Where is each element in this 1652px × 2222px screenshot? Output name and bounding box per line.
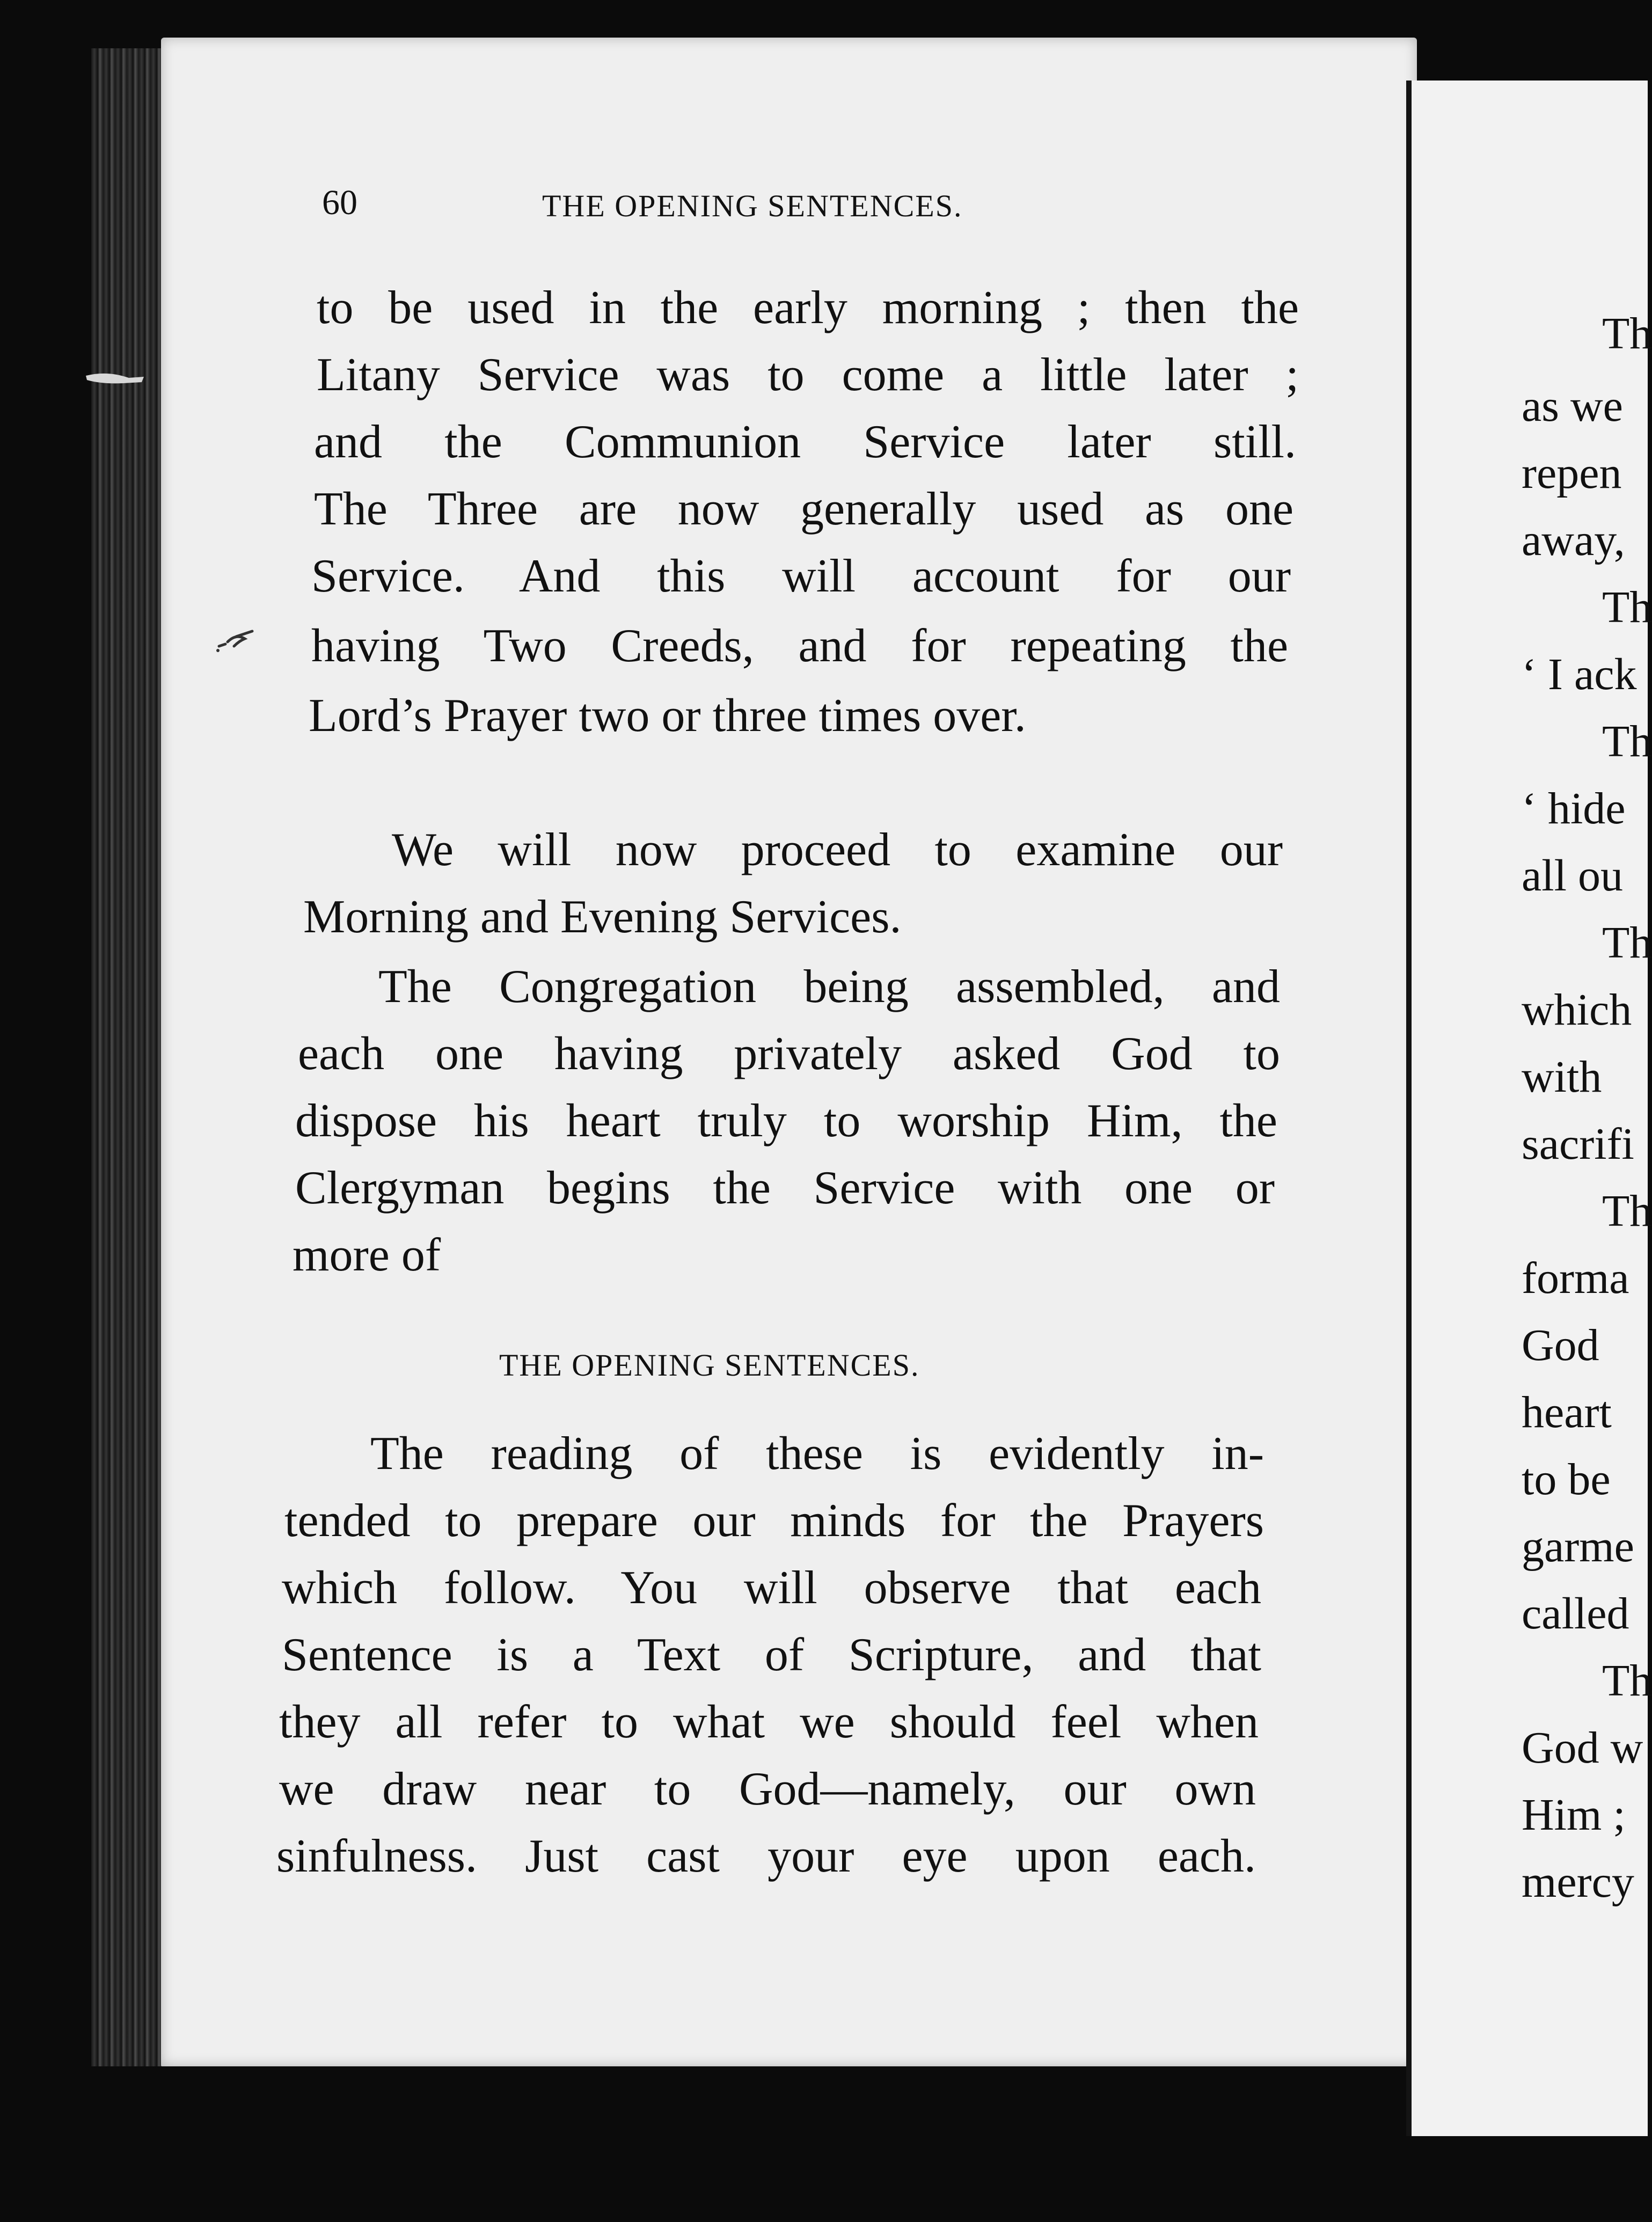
- body-line: they all refer to what we should feel when: [279, 1696, 1259, 1748]
- facing-page-fragment: garme: [1522, 1522, 1634, 1572]
- facing-page-fragment: with: [1522, 1052, 1602, 1102]
- facing-page-fragment: heart: [1522, 1387, 1612, 1437]
- page-number: 60: [322, 183, 357, 222]
- facing-page-fragment: ‘ I ack: [1522, 649, 1637, 699]
- facing-page-fragment: God w: [1522, 1723, 1643, 1773]
- facing-page-fragment: Th: [1602, 717, 1652, 766]
- facing-page-fragment: sacrifi: [1522, 1119, 1634, 1169]
- body-line: Morning and Evening Services.: [303, 891, 902, 943]
- body-line: The reading of these is evidently in-: [370, 1428, 1264, 1480]
- body-line: tended to prepare our minds for the Prayers: [284, 1495, 1264, 1547]
- facing-page-fragment: Th: [1602, 309, 1652, 359]
- facing-page-fragment: mercy: [1522, 1857, 1634, 1907]
- facing-page-fragment: all ou: [1522, 851, 1623, 901]
- facing-page-fragment: Th: [1602, 1186, 1652, 1236]
- facing-page-fragment: ‘ hide: [1522, 784, 1626, 834]
- facing-page-fragment: Th: [1602, 1656, 1652, 1706]
- facing-page-fragment: Th: [1602, 582, 1652, 632]
- facing-page-fragment: to be: [1522, 1454, 1611, 1504]
- body-line: more of: [293, 1229, 441, 1281]
- body-line: we draw near to God—namely, our own: [279, 1763, 1256, 1815]
- body-line: Sentence is a Text of Scripture, and that: [282, 1629, 1261, 1681]
- body-line: Service. And this will account for our: [311, 550, 1291, 602]
- body-line: to be used in the early morning ; then the: [317, 282, 1299, 334]
- facing-page-fragment: repen: [1522, 448, 1622, 498]
- body-line: Lord’s Prayer two or three times over.: [309, 690, 1026, 742]
- body-line: dispose his heart truly to worship Him, the: [295, 1095, 1277, 1147]
- facing-page-fragment: away,: [1522, 515, 1625, 565]
- pencil-mark-icon: [215, 623, 263, 655]
- body-line: each one having privately asked God to: [298, 1028, 1280, 1080]
- facing-page-fragment: Him ;: [1522, 1790, 1626, 1840]
- facing-page-fragment: forma: [1522, 1253, 1629, 1303]
- facing-page-fragment: Th: [1602, 918, 1652, 968]
- body-line: and the Communion Service later still.: [314, 416, 1296, 468]
- book-spine-edge: [91, 48, 172, 2066]
- facing-page-fragment: God: [1522, 1320, 1599, 1370]
- body-line: Litany Service was to come a little later ;: [317, 349, 1299, 401]
- body-line: The Congregation being assembled, and: [378, 961, 1280, 1013]
- margin-tab-mark: [86, 370, 145, 386]
- running-head: THE OPENING SENTENCES.: [542, 188, 963, 223]
- page-header: [322, 182, 1127, 247]
- body-line: The Three are now generally used as one: [314, 483, 1293, 535]
- body-line: sinfulness. Just cast your eye upon each.: [276, 1830, 1256, 1882]
- facing-page-fragment: as we: [1522, 381, 1623, 431]
- section-heading: THE OPENING SENTENCES.: [499, 1348, 920, 1383]
- facing-page-fragment: called: [1522, 1589, 1629, 1639]
- body-line: Clergyman begins the Service with one or: [295, 1162, 1275, 1214]
- facing-page-fragment: which: [1522, 985, 1632, 1035]
- body-line: We will now proceed to examine our: [392, 824, 1283, 876]
- body-line: which follow. You will observe that each: [282, 1562, 1261, 1614]
- body-line: having Two Creeds, and for repeating the: [311, 620, 1288, 672]
